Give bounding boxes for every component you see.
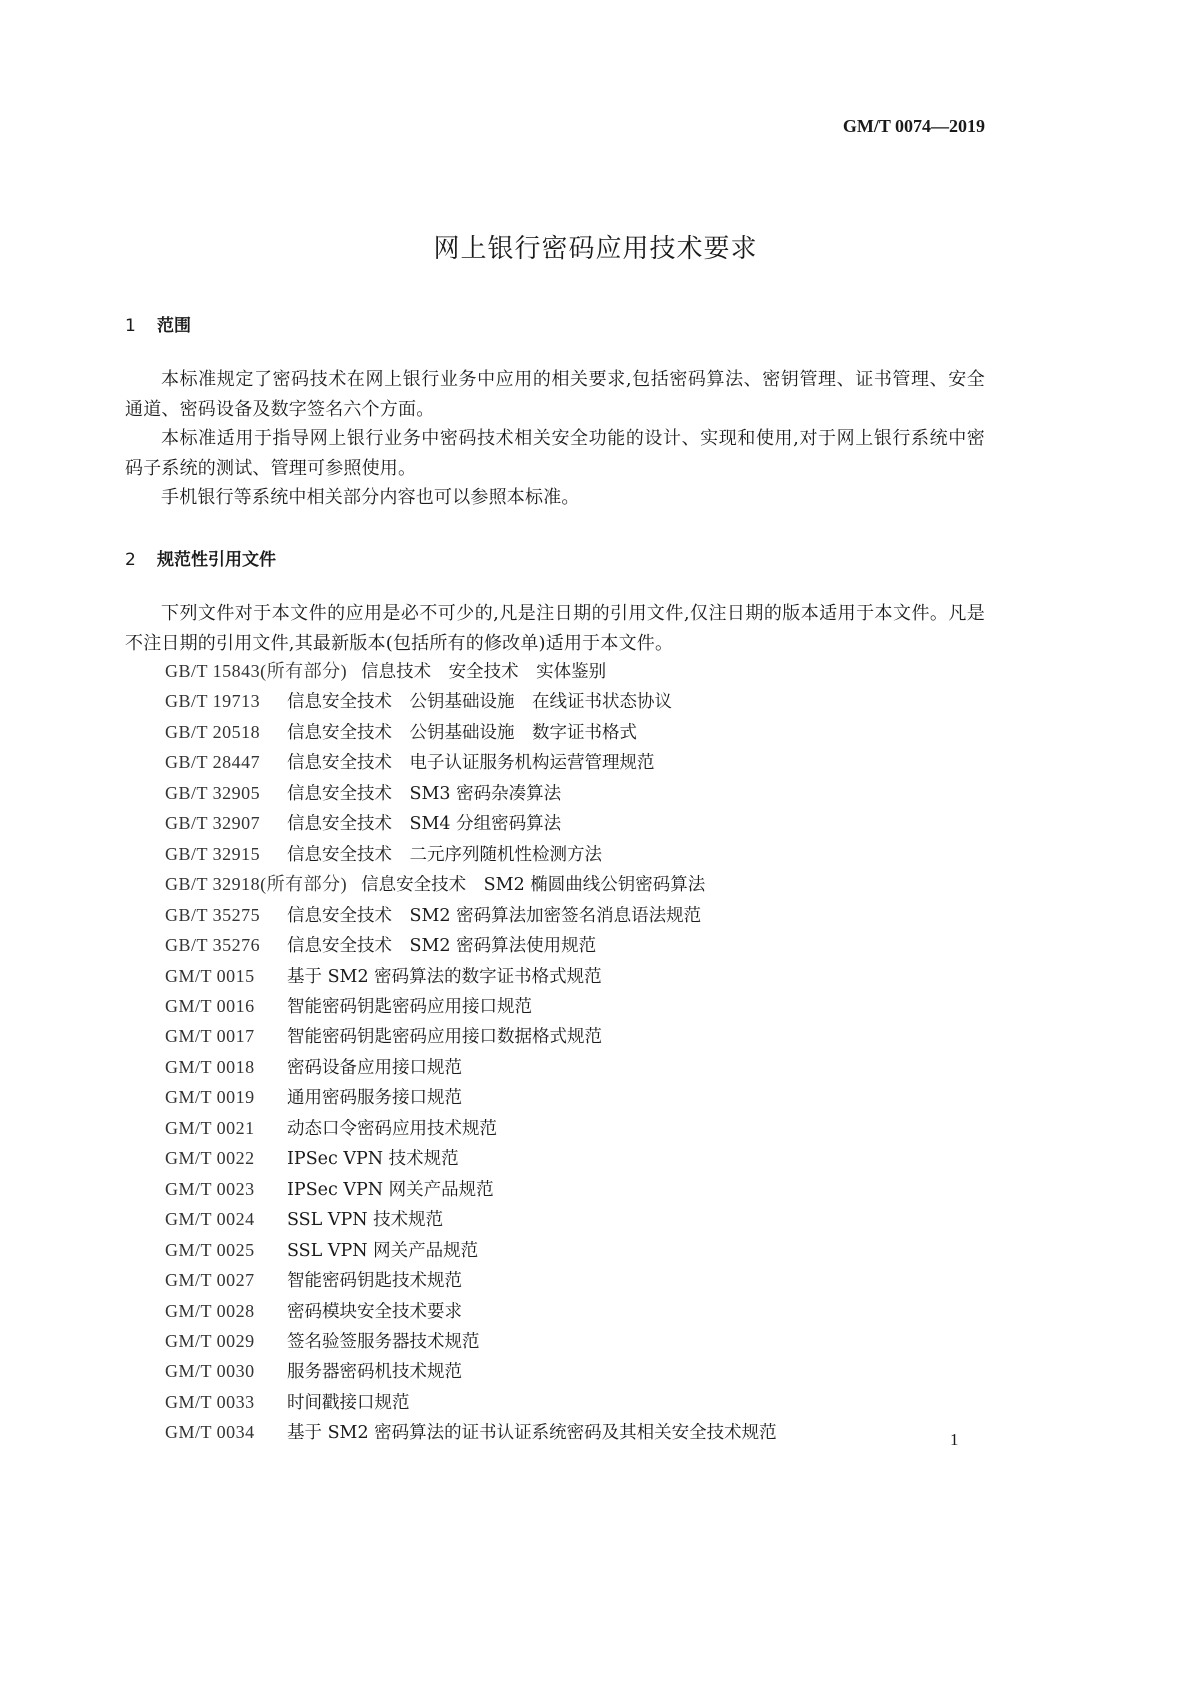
- reference-code: GM/T 0025: [165, 1239, 255, 1260]
- reference-item: [165, 1144, 777, 1174]
- reference-title: 信息安全技术 SM2 椭圆曲线公钥密码算法: [361, 875, 706, 896]
- reference-item: [165, 779, 777, 809]
- reference-title: IPSec VPN 技术规范: [287, 1149, 459, 1170]
- reference-code: GM/T 0027: [165, 1270, 255, 1291]
- reference-title: 信息安全技术 SM4 分组密码算法: [287, 814, 562, 835]
- reference-title: 密码设备应用接口规范: [287, 1057, 462, 1078]
- reference-code: GB/T 35275: [165, 904, 261, 925]
- reference-title: 信息安全技术 SM3 密码杂凑算法: [287, 783, 562, 804]
- reference-code: GM/T 0034: [165, 1422, 255, 1443]
- page-number: 1: [950, 1430, 959, 1449]
- reference-title: SSL VPN 网关产品规范: [287, 1240, 479, 1261]
- paragraph: 下列文件对于本文件的应用是必不可少的,凡是注日期的引用文件,仅注日期的版本适用于本文件。凡是不注日期的引用文件,其最新版本(包括所有的修改单)适用于本文件。: [125, 603, 985, 654]
- reference-item: [165, 1205, 777, 1235]
- reference-title: 密码模块安全技术要求: [287, 1301, 462, 1322]
- paragraph: 本标准适用于指导网上银行业务中密码技术相关安全功能的设计、实现和使用,对于网上银行系统中密码子系统的测试、管理可参照使用。: [125, 428, 985, 479]
- reference-code: GM/T 0023: [165, 1178, 255, 1199]
- scope-paragraphs: [125, 365, 985, 513]
- reference-title: 信息安全技术 二元序列随机性检测方法: [287, 844, 602, 865]
- reference-code: GB/T 32915: [165, 843, 261, 864]
- reference-code: GM/T 0022: [165, 1148, 255, 1169]
- reference-code: GB/T 35276: [165, 935, 261, 956]
- reference-title: 基于 SM2 密码算法的证书认证系统密码及其相关安全技术规范: [287, 1423, 777, 1444]
- reference-item: [165, 870, 777, 900]
- reference-item: [165, 809, 777, 839]
- reference-title: 签名验签服务器技术规范: [287, 1331, 480, 1352]
- reference-item: [165, 687, 777, 717]
- section-number: 2: [125, 550, 136, 570]
- reference-code: GM/T 0021: [165, 1117, 255, 1138]
- reference-item: [165, 1357, 777, 1387]
- reference-title: 动态口令密码应用技术规范: [287, 1118, 497, 1139]
- reference-title: 通用密码服务接口规范: [287, 1088, 462, 1109]
- reference-item: [165, 1418, 777, 1448]
- reference-title: IPSec VPN 网关产品规范: [287, 1179, 494, 1200]
- reference-title: SSL VPN 技术规范: [287, 1210, 444, 1231]
- reference-code: GM/T 0030: [165, 1361, 255, 1382]
- reference-code: GB/T 19713: [165, 691, 261, 712]
- reference-code: GM/T 0015: [165, 965, 255, 986]
- section-heading-normative-references: [125, 545, 276, 570]
- reference-item: [165, 1083, 777, 1113]
- reference-list: [165, 657, 777, 1449]
- reference-code: GM/T 0018: [165, 1056, 255, 1077]
- section-title: 规范性引用文件: [157, 550, 276, 570]
- reference-title: 智能密码钥匙技术规范: [287, 1271, 462, 1292]
- reference-item: [165, 931, 777, 961]
- reference-title: 信息技术 安全技术 实体鉴别: [361, 662, 607, 682]
- reference-title: 智能密码钥匙密码应用接口数据格式规范: [287, 1027, 602, 1048]
- reference-title: 时间戳接口规范: [287, 1392, 410, 1413]
- reference-item: [165, 1022, 777, 1052]
- reference-item: [165, 1114, 777, 1144]
- reference-title: 信息安全技术 SM2 密码算法加密签名消息语法规范: [287, 905, 702, 926]
- reference-code: GB/T 15843(所有部分): [165, 661, 348, 681]
- section-title: 范围: [157, 316, 191, 336]
- reference-code: GB/T 32905: [165, 782, 261, 803]
- reference-code: GM/T 0024: [165, 1209, 255, 1230]
- reference-title: 信息安全技术 公钥基础设施 数字证书格式: [287, 722, 637, 743]
- reference-code: GM/T 0017: [165, 1026, 255, 1047]
- references-intro: [125, 599, 985, 658]
- reference-item: [165, 718, 777, 748]
- reference-item: [165, 840, 777, 870]
- reference-item: [165, 748, 777, 778]
- paragraph: 手机银行等系统中相关部分内容也可以参照本标准。: [161, 487, 580, 508]
- reference-item: [165, 1175, 777, 1205]
- reference-item: [165, 1266, 777, 1296]
- reference-code: GB/T 32907: [165, 813, 261, 834]
- reference-title: 服务器密码机技术规范: [287, 1362, 462, 1383]
- reference-item: [165, 1388, 777, 1418]
- reference-item: [165, 1053, 777, 1083]
- paragraph: 本标准规定了密码技术在网上银行业务中应用的相关要求,包括密码算法、密钥管理、证书管理、安全通道、密码设备及数字签名六个方面。: [125, 369, 985, 420]
- reference-title: 信息安全技术 电子认证服务机构运营管理规范: [287, 753, 655, 774]
- reference-title: 基于 SM2 密码算法的数字证书格式规范: [287, 966, 602, 987]
- reference-item: [165, 992, 777, 1022]
- section-number: 1: [125, 316, 136, 336]
- reference-title: 信息安全技术 SM2 密码算法使用规范: [287, 936, 597, 957]
- reference-code: GM/T 0033: [165, 1391, 255, 1412]
- section-heading-scope: [125, 311, 191, 336]
- reference-item: [165, 901, 777, 931]
- reference-code: GM/T 0029: [165, 1330, 255, 1351]
- reference-item: [165, 1327, 777, 1357]
- document-title: 网上银行密码应用技术要求: [433, 234, 758, 264]
- standard-code: GM/T 0074—2019: [842, 116, 985, 136]
- reference-code: GB/T 20518: [165, 721, 261, 742]
- reference-item: [165, 657, 777, 687]
- reference-title: 信息安全技术 公钥基础设施 在线证书状态协议: [287, 692, 672, 713]
- reference-code: GM/T 0019: [165, 1087, 255, 1108]
- reference-code: GM/T 0016: [165, 995, 255, 1016]
- reference-code: GB/T 32918(所有部分): [165, 874, 348, 895]
- reference-title: 智能密码钥匙密码应用接口规范: [287, 996, 532, 1017]
- reference-code: GM/T 0028: [165, 1300, 255, 1321]
- reference-item: [165, 1236, 777, 1266]
- reference-item: [165, 962, 777, 992]
- reference-code: GB/T 28447: [165, 752, 261, 773]
- reference-item: [165, 1297, 777, 1327]
